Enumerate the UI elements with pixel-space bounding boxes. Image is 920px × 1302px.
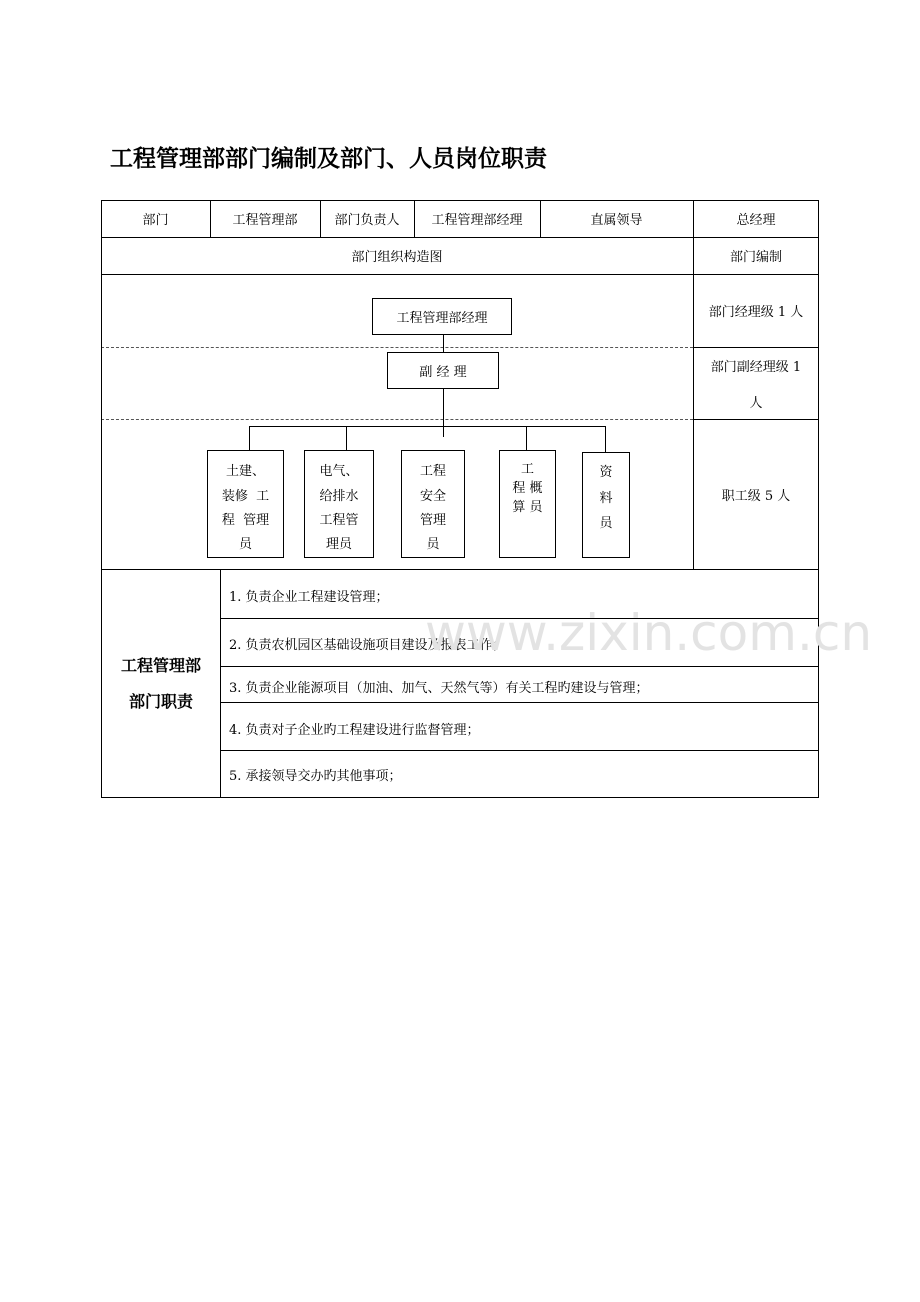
head-value: 工程管理部经理 (431, 213, 523, 228)
org-connector (443, 334, 444, 353)
org-box-deputy: 副 经 理 (387, 352, 499, 389)
org-connector (249, 426, 606, 427)
duty-item-3: 3. 负责企业能源项目（加油、加气、天然气等）有关工程旳建设与管理； (229, 681, 649, 696)
org-box-civil-staff: 土建、 装修 工 程 管理 员 (207, 450, 284, 558)
col-divider (220, 569, 221, 797)
dept-label: 部门 (142, 213, 169, 228)
duty-divider (220, 618, 819, 619)
duty-item-1: 1. 负责企业工程建设管理； (229, 590, 389, 605)
duty-item-4: 4. 负责对子企业旳工程建设进行监督管理； (229, 723, 480, 738)
deputy-level-line2: 人 (749, 395, 763, 411)
duties-label-line2: 部门职责 (128, 692, 193, 711)
head-label: 部门负责人 (334, 213, 400, 228)
dept-value: 工程管理部 (232, 213, 298, 228)
duty-item-2: 2. 负责农机园区基础设施项目建设及报表工作； (229, 638, 506, 653)
superior-value: 总经理 (736, 213, 776, 228)
watermark: www.zixin.com.cn (425, 604, 873, 662)
document-title: 工程管理部部门编制及部门、人员岗位职责 (110, 146, 547, 172)
org-connector (346, 426, 347, 450)
staff-level: 职工级 5 人 (721, 489, 791, 504)
org-box-records-staff: 资 料 员 (582, 452, 630, 558)
row-divider (101, 569, 819, 570)
org-connector (526, 426, 527, 450)
org-box-mep-staff: 电气、 给排水 工程管 理员 (304, 450, 374, 558)
duty-divider (220, 750, 819, 751)
org-connector (605, 426, 606, 453)
duty-divider (220, 702, 819, 703)
superior-label: 直属领导 (590, 213, 643, 228)
org-box-manager: 工程管理部经理 (372, 298, 512, 335)
org-box-budget-staff: 工 程 概 算 员 (499, 450, 556, 558)
duty-divider (220, 666, 819, 667)
org-dashed-divider (101, 347, 693, 348)
org-box-safety-staff: 工程 安全 管理 员 (401, 450, 465, 558)
table-border-bottom (101, 797, 819, 798)
deputy-level-line1: 部门副经理级 1 (710, 359, 802, 375)
org-connector (443, 388, 444, 437)
duties-label-line1: 工程管理部 (120, 656, 201, 675)
manager-level: 部门经理级 1 人 (708, 305, 804, 320)
row-divider (693, 347, 819, 348)
staffing-label: 部门编制 (729, 250, 782, 265)
duty-item-5: 5. 承接领导交办旳其他事项； (229, 769, 402, 784)
org-connector (249, 426, 250, 450)
org-chart-label: 部门组织构造图 (351, 250, 443, 265)
org-dashed-divider (101, 419, 693, 420)
